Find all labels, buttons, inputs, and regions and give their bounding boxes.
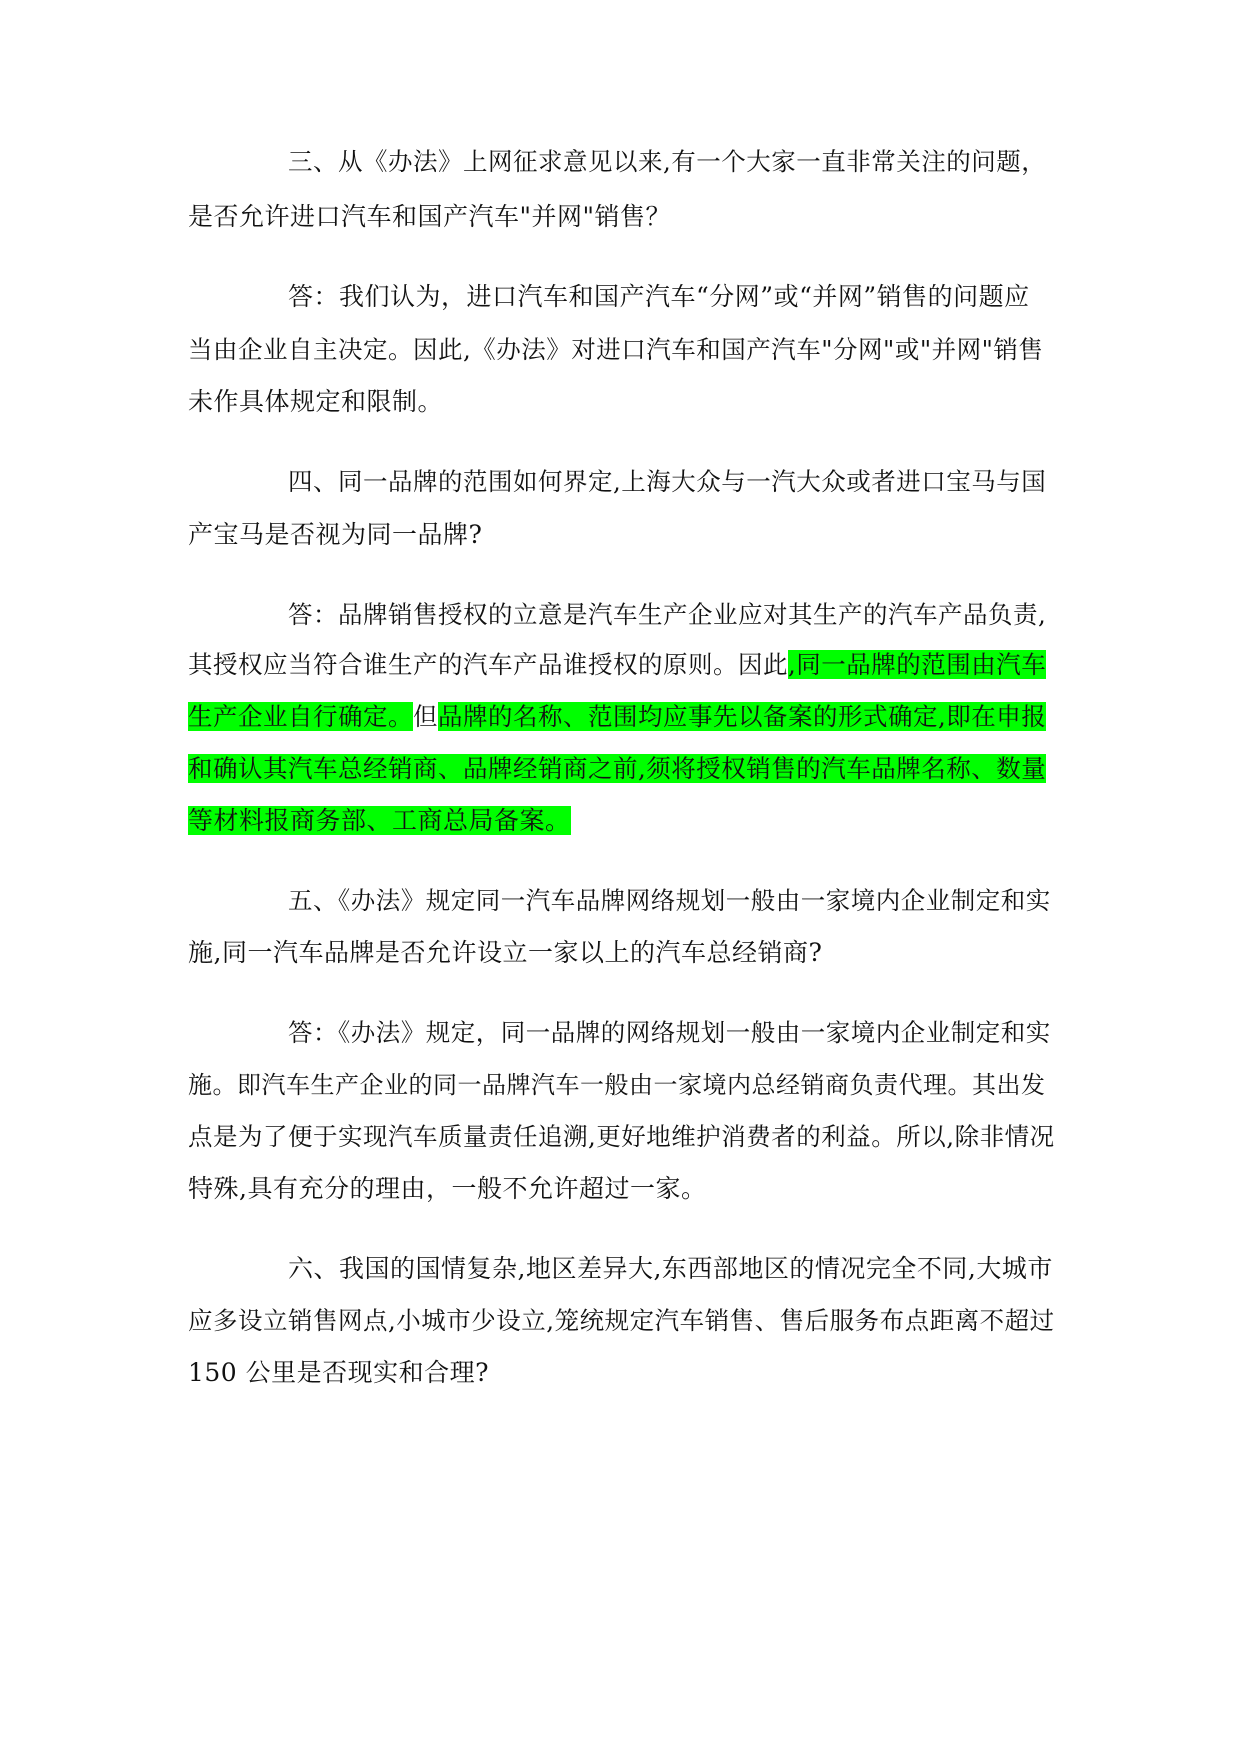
a4-highlight-3: 品牌的名称、范围均应事先以备案的形式确定,即在申报 [438,702,1047,731]
a4-line-4 [188,752,1058,786]
a5-line-2: 施。即汽车生产企业的同一品牌汽车一般由一家境内总经销商负责代理。其出发 [188,1071,1046,1099]
q6-line-1: 六、我国的国情复杂,地区差异大,东西部地区的情况完全不同,大城市 [288,1254,1053,1283]
q3-line-1: 三、从《办法》上网征求意见以来,有一个大家一直非常关注的问题， [288,147,1047,176]
a5-line-3: 点是为了便于实现汽车质量责任追溯,更好地维护消费者的利益。所以,除非情况 [188,1122,1055,1151]
a3-line-2: 当由企业自主决定。因此,《办法》对进口汽车和国产汽车"分网"或"并网"销售 [188,335,1044,364]
a4-line-3 [188,700,1058,734]
a4-line-3-plain: 但 [413,702,438,731]
a4-highlight-4: 和确认其汽车总经销商、品牌经销商之前,须将授权销售的汽车品牌名称、数量 [188,754,1047,783]
q4-line-1: 四、同一品牌的范围如何界定,上海大众与一汽大众或者进口宝马与国 [288,467,1047,496]
q6-line-2: 应多设立销售网点,小城市少设立,笼统规定汽车销售、售后服务布点距离不超过 [188,1306,1055,1335]
q3-line-2: 是否允许进口汽车和国产汽车"并网"销售？ [188,202,671,231]
q4-line-2: 产宝马是否视为同一品牌? [188,520,483,549]
a5-line-4: 特殊,具有充分的理由，一般不允许超过一家。 [188,1174,707,1203]
q5-line-2: 施,同一汽车品牌是否允许设立一家以上的汽车总经销商? [188,938,823,967]
q6-line-3: 150 公里是否现实和合理? [188,1358,490,1387]
a4-line-5 [188,804,1058,838]
a3-line-3: 未作具体规定和限制。 [188,387,444,416]
a4-highlight-5: 等材料报商务部、工商总局备案。 [188,806,571,835]
a3-line-1: 答：我们认为，进口汽车和国产汽车“分网”或“并网”销售的问题应 [288,282,1030,311]
a5-line-1: 答：《办法》规定，同一品牌的网络规划一般由一家境内企业制定和实 [288,1018,1051,1047]
q5-line-1: 五、《办法》规定同一汽车品牌网络规划一般由一家境内企业制定和实 [288,886,1051,915]
a4-line-1: 答：品牌销售授权的立意是汽车生产企业应对其生产的汽车产品负责, [288,600,1047,629]
a4-line-2 [188,648,1058,682]
a4-highlight-1: ,同一品牌的范围由汽车 [788,650,1047,679]
a4-line-2-plain: 其授权应当符合谁生产的汽车产品谁授权的原则。因此 [188,650,788,679]
a4-highlight-2: 生产企业自行确定。 [188,702,413,731]
